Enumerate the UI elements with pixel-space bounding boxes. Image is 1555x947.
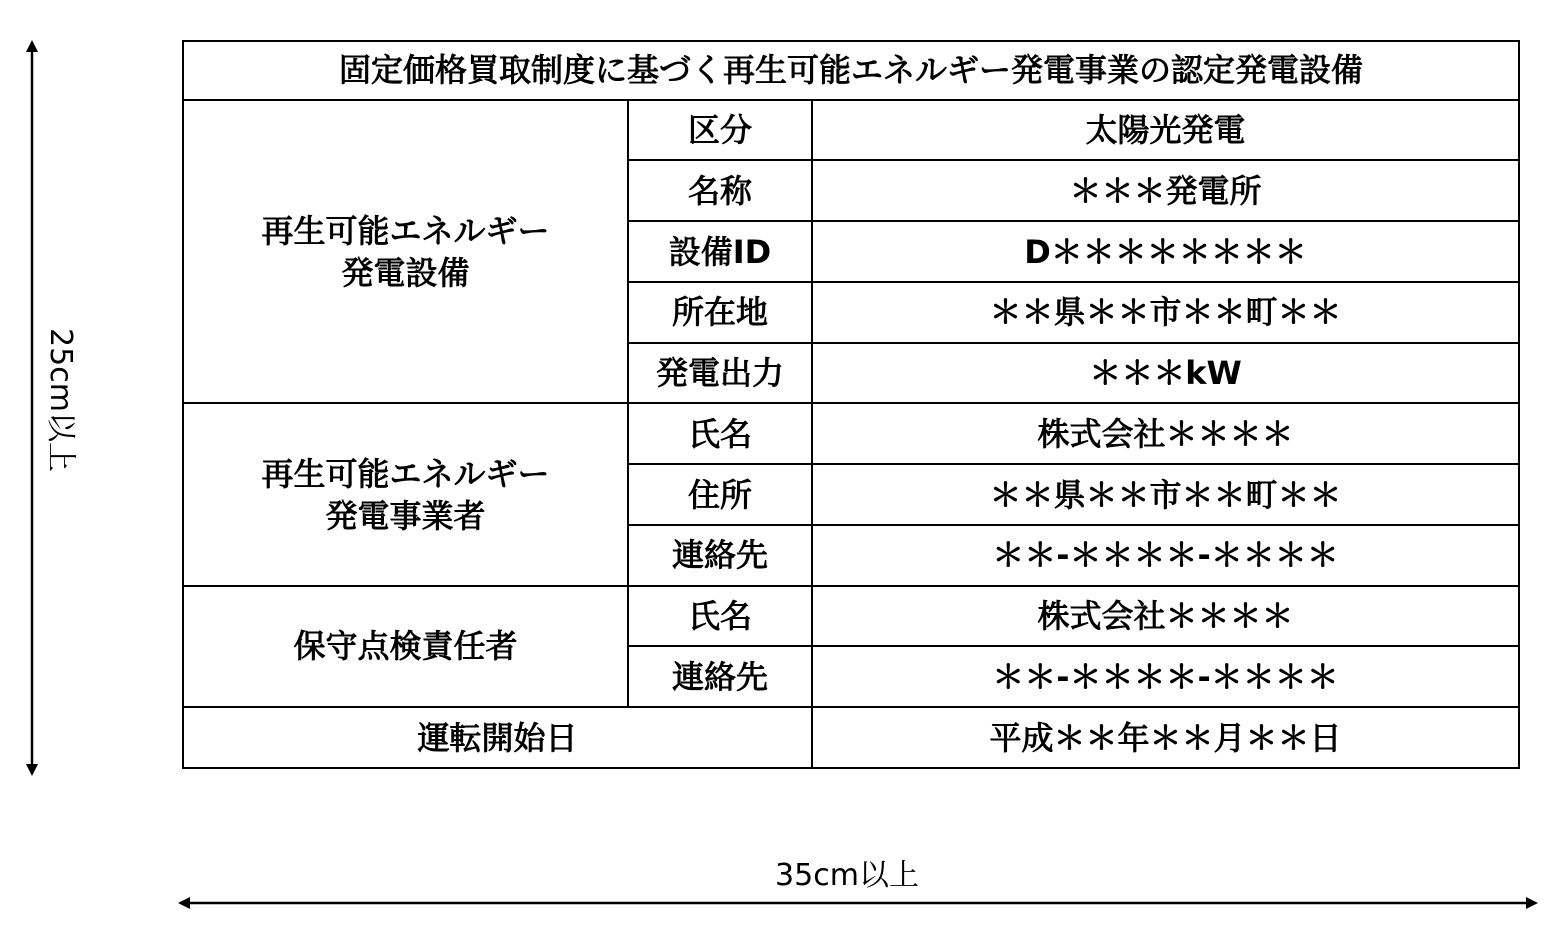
- row-value: 太陽光発電: [812, 100, 1519, 161]
- start-date-label: 運転開始日: [183, 707, 812, 768]
- certified-facility-sign-table: [182, 40, 1520, 769]
- width-dimension-label: 35cm以上: [775, 858, 919, 893]
- row-value: 株式会社＊＊＊＊: [812, 403, 1519, 464]
- height-dimension-label: 25cm以上: [43, 328, 78, 472]
- section-heading-line: 再生可能エネルギー: [261, 454, 550, 493]
- height-dimension-arrow: [22, 40, 42, 776]
- row-value: ＊＊県＊＊市＊＊町＊＊: [812, 464, 1519, 525]
- row-label: 区分: [628, 100, 812, 161]
- row-value: ＊＊-＊＊＊＊-＊＊＊＊: [812, 525, 1519, 586]
- table-row: [183, 586, 1519, 647]
- row-label: 連絡先: [628, 646, 812, 707]
- section-heading-line: 再生可能エネルギー: [261, 211, 550, 250]
- table-row: [183, 707, 1519, 768]
- section-heading-operator: [183, 403, 628, 585]
- row-value: ＊＊県＊＊市＊＊町＊＊: [812, 282, 1519, 343]
- row-label: 発電出力: [628, 343, 812, 404]
- width-dimension-arrow: [178, 892, 1538, 914]
- start-date-value: 平成＊＊年＊＊月＊＊日: [812, 707, 1519, 768]
- row-value: 株式会社＊＊＊＊: [812, 586, 1519, 647]
- row-value: ＊＊＊発電所: [812, 160, 1519, 221]
- row-value: D＊＊＊＊＊＊＊＊: [812, 221, 1519, 282]
- row-label: 連絡先: [628, 525, 812, 586]
- row-label: 氏名: [628, 403, 812, 464]
- row-label: 所在地: [628, 282, 812, 343]
- row-value: ＊＊-＊＊＊＊-＊＊＊＊: [812, 646, 1519, 707]
- row-value: ＊＊＊kW: [812, 343, 1519, 404]
- table-row: [183, 100, 1519, 161]
- section-heading-line: 発電事業者: [325, 496, 486, 535]
- section-heading-facility: [183, 100, 628, 404]
- row-label: 名称: [628, 160, 812, 221]
- section-heading-maintenance: [183, 586, 628, 708]
- sign-title: 固定価格買取制度に基づく再生可能エネルギー発電事業の認定発電設備: [183, 41, 1519, 100]
- table-row: [183, 403, 1519, 464]
- title-row: [183, 41, 1519, 100]
- section-heading-line: 保守点検責任者: [293, 627, 518, 666]
- row-label: 氏名: [628, 586, 812, 647]
- section-heading-line: 発電設備: [341, 253, 470, 292]
- row-label: 住所: [628, 464, 812, 525]
- row-label: 設備ID: [628, 221, 812, 282]
